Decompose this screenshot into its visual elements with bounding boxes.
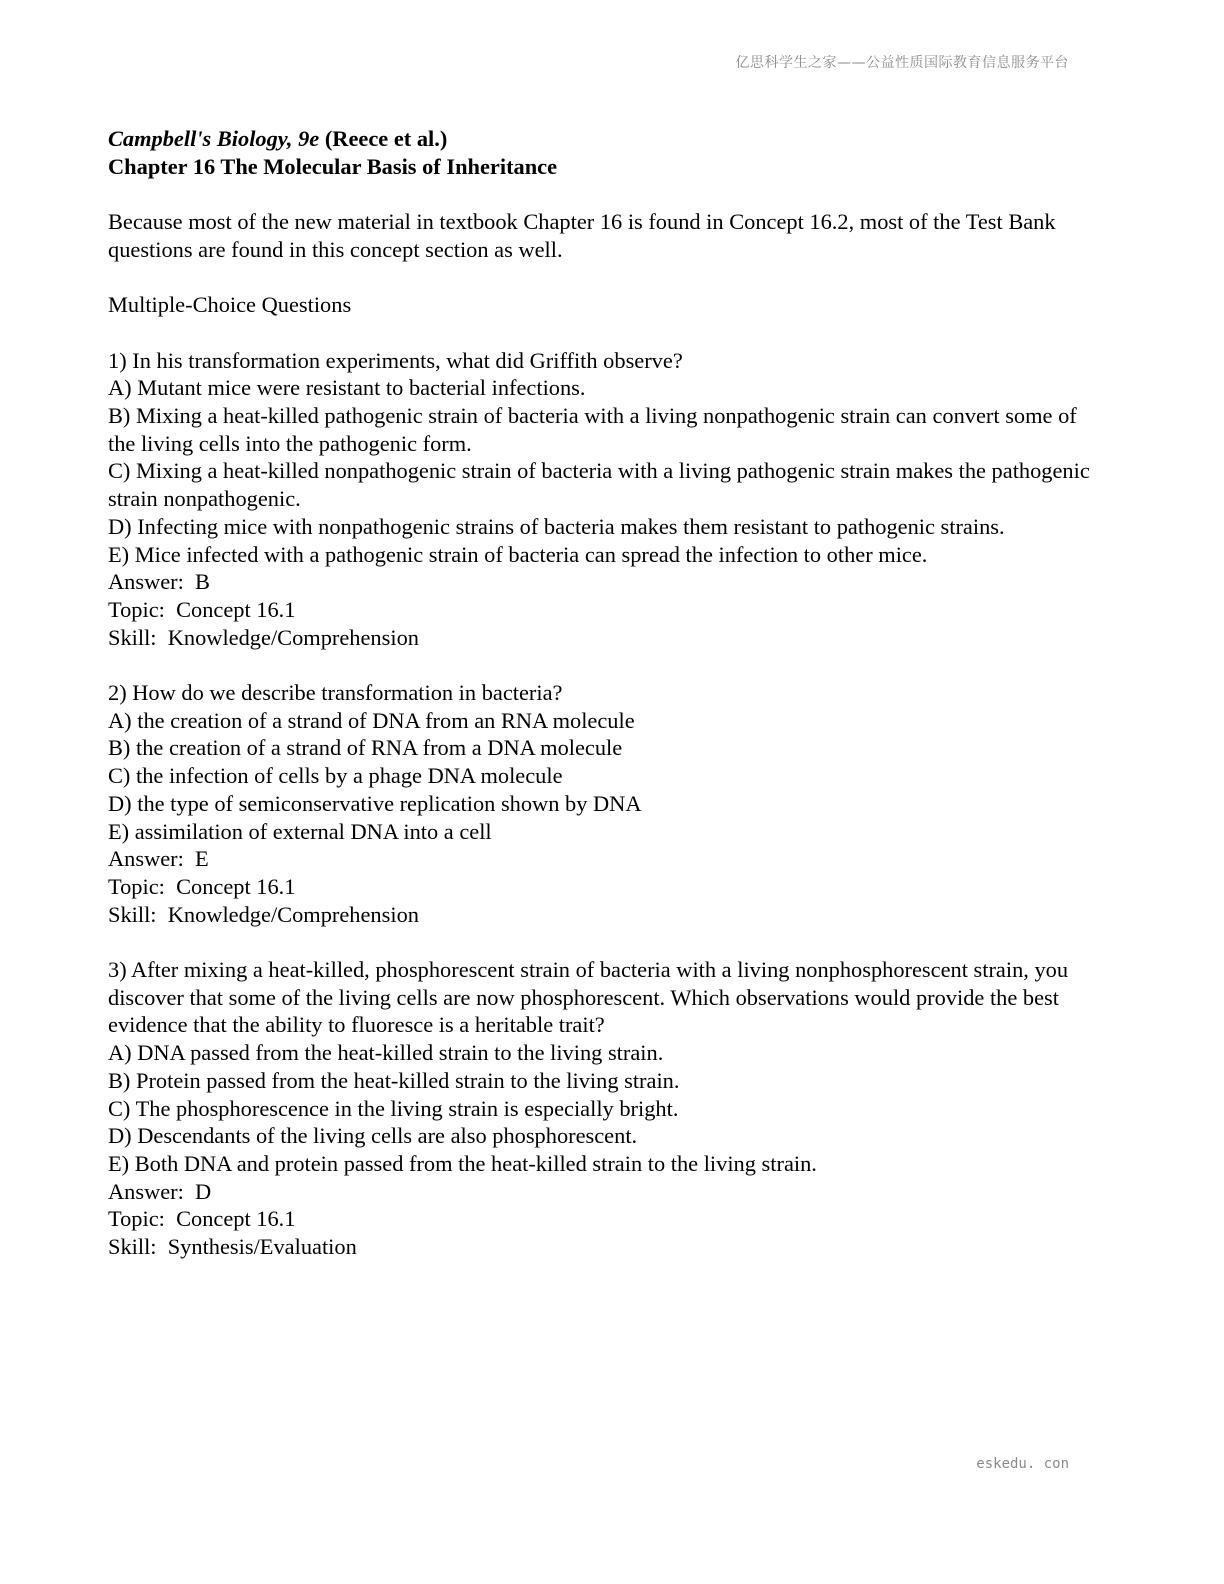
answer-option: C) the infection of cells by a phage DNA molecule: [108, 763, 563, 789]
answer-option: A) DNA passed from the heat-killed strain to the living strain.: [108, 1040, 664, 1066]
spacer: [108, 319, 1108, 347]
skill-label: Skill: Synthesis/Evaluation: [108, 1234, 357, 1260]
section-heading: Multiple-Choice Questions: [108, 292, 352, 318]
book-authors: (Reece et al.): [319, 126, 448, 151]
answer-option: D) Infecting mice with nonpathogenic strains of bacteria makes them resistant to pathogenic strains.: [108, 513, 1005, 539]
answer-option: D) Descendants of the living cells are also phosphorescent.: [108, 1123, 638, 1149]
skill-label: Skill: Knowledge/Comprehension: [108, 901, 419, 927]
page-footer-site: eskedu. con: [976, 1456, 1069, 1472]
answer-option: D) the type of semiconservative replication shown by DNA: [108, 790, 642, 816]
question-text: 2) How do we describe transformation in bacteria?: [108, 680, 563, 705]
answer-option: B) the creation of a strand of RNA from a DNA molecule: [108, 735, 623, 761]
question-text: 3) After mixing a heat-killed, phosphorescent strain of bacteria with a living nonphosphorescent strain, you discover that some of the living cells are now phosphorescent. Which observations would provide the best evidence that the ability to fluoresce is a heritable trait?: [108, 957, 1074, 1038]
document-body: [108, 125, 1108, 1261]
answer-option: A) the creation of a strand of DNA from an RNA molecule: [108, 707, 635, 733]
topic-label: Topic: Concept 16.1: [108, 1206, 296, 1232]
spacer: [108, 180, 1108, 208]
skill-label: Skill: Knowledge/Comprehension: [108, 624, 419, 650]
chapter-title: Chapter 16 The Molecular Basis of Inheritance: [108, 153, 558, 179]
question-block: [108, 347, 1108, 652]
intro-paragraph: Because most of the new material in textbook Chapter 16 is found in Concept 16.2, most of the Test Bank questions are found in this concept section as well.: [108, 209, 1056, 262]
topic-label: Topic: Concept 16.1: [108, 873, 296, 899]
answer-option: A) Mutant mice were resistant to bacterial infections.: [108, 375, 586, 401]
question-block: [108, 679, 1108, 928]
book-title: Campbell's Biology, 9e: [108, 126, 320, 151]
question-block: [108, 956, 1108, 1261]
answer-option: B) Mixing a heat-killed pathogenic strain of bacteria with a living nonpathogenic strain can convert some of the living cells into the pathogenic form.: [108, 402, 1083, 456]
answer-option: C) Mixing a heat-killed nonpathogenic strain of bacteria with a living pathogenic strain makes the pathogenic strain nonpathogenic.: [108, 458, 1096, 512]
answer-option: C) The phosphorescence in the living strain is especially bright.: [108, 1095, 679, 1121]
answer-key: Answer: D: [108, 1178, 212, 1204]
answer-key: Answer: B: [108, 569, 210, 595]
answer-key: Answer: E: [108, 846, 209, 872]
answer-option: E) assimilation of external DNA into a cell: [108, 818, 492, 844]
spacer: [108, 264, 1108, 292]
book-title-line: [108, 125, 1108, 153]
answer-option: E) Both DNA and protein passed from the heat-killed strain to the living strain.: [108, 1150, 817, 1176]
spacer: [108, 651, 1108, 679]
answer-option: E) Mice infected with a pathogenic strain of bacteria can spread the infection to other mice.: [108, 541, 928, 567]
spacer: [108, 928, 1108, 956]
question-text: 1) In his transformation experiments, what did Griffith observe?: [108, 347, 683, 373]
answer-option: B) Protein passed from the heat-killed strain to the living strain.: [108, 1067, 680, 1093]
topic-label: Topic: Concept 16.1: [108, 596, 296, 622]
page-header-watermark: 亿思科学生之家——公益性质国际教育信息服务平台: [735, 55, 1069, 71]
